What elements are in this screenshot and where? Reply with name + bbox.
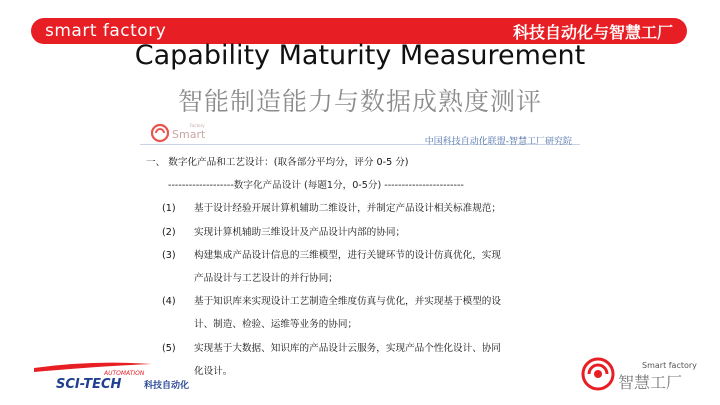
- document-item-line: [146, 244, 574, 267]
- footer-right-cn: 智慧工厂: [618, 373, 683, 392]
- item-text: 化设计。: [194, 365, 233, 377]
- slide-title: Capability Maturity Measurement: [134, 40, 586, 71]
- document-image: [140, 120, 580, 377]
- document-item-line: [146, 290, 574, 313]
- sci-tech-logo: [32, 358, 202, 394]
- document-heading: 一、 数字化产品和工艺设计：(取各部分平均分，评分 0-5 分): [146, 157, 409, 168]
- logo-text: Smart: [172, 128, 206, 141]
- banner-left-text: smart factory: [45, 21, 167, 41]
- banner-right-text: 科技自动化与智慧工厂: [512, 22, 673, 42]
- footer-left-main: SCI-TECH: [56, 377, 122, 392]
- document-org: 中国科技自动化联盟-智慧工厂研究院: [424, 137, 572, 147]
- document-items: [146, 197, 574, 383]
- smart-logo-icon: [150, 122, 220, 142]
- footer-left-top: AUTOMATION: [104, 370, 145, 377]
- document-item-line: [146, 360, 574, 383]
- item-text: 构建集成产品设计信息的三维模型，进行关键环节的设计仿真优化，实现: [194, 249, 501, 261]
- item-number: (3): [162, 249, 176, 261]
- item-number: (1): [162, 203, 176, 215]
- document-item-line: [146, 221, 574, 244]
- item-text: 基于设计经验开展计算机辅助二维设计，并制定产品设计相关标准规范；: [194, 203, 501, 215]
- footer-left-cn: 科技自动化: [144, 381, 190, 391]
- item-text: 实现基于大数据、知识库的产品设计云服务，实现产品个性化设计、协同: [194, 342, 501, 354]
- item-text: 实现计算机辅助三维设计及产品设计内部的协同；: [194, 226, 406, 238]
- footer-right-en: Smart factory: [642, 361, 697, 370]
- slide-subtitle: 智能制造能力与数据成熟度测评: [177, 87, 542, 116]
- document-item-line: [146, 313, 574, 336]
- item-number: (4): [162, 296, 176, 308]
- item-number: (5): [162, 342, 176, 354]
- document-item-line: [146, 197, 574, 220]
- document-divider: -------------------数字化产品设计 (每题1分，0-5分) -----------------------: [168, 180, 464, 192]
- item-number: (2): [162, 226, 176, 238]
- smart-factory-logo: [580, 352, 710, 394]
- document-item-line: [146, 337, 574, 360]
- document-body: [140, 145, 580, 383]
- item-text: 基于知识库来实现设计工艺制造全维度仿真与优化，并实现基于模型的设: [194, 296, 501, 308]
- logo-small-text: Factory: [190, 123, 205, 128]
- document-item-line: [146, 267, 574, 290]
- item-text: 产品设计与工艺设计的并行协同；: [194, 273, 338, 285]
- item-text: 计、制造、检验、运维等业务的协同；: [194, 319, 358, 331]
- document-header: [140, 120, 580, 145]
